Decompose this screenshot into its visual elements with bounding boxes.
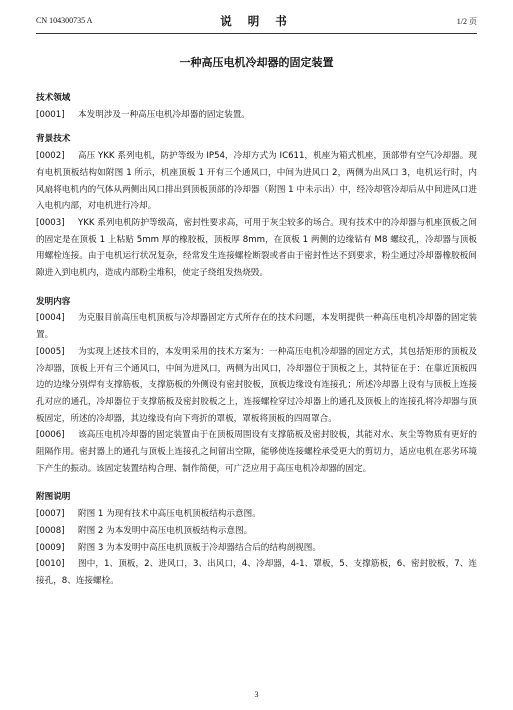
paragraph-0007 (36, 506, 477, 523)
paragraph-number: [0007] (36, 509, 65, 520)
paragraph-0009 (36, 540, 477, 557)
paragraph-text: 高压 YKK 系列电机，防护等级为 IP54，冷却方式为 IC611，机座为箱式机座，顶部带有空气冷却器。现有电机顶板结构如附图 1 所示，机座顶板 1 开有三个通风口，中间为进风口 2，两侧为出风口 3，电机运行时，内风扇将电机内的气体从两侧出风口排出到顶板顶部的冷却器（附图 1 中未示出）中，经冷却管冷却后从中间进风口进入电机内部，对电机进行冷却。 (36, 151, 477, 212)
section-heading-drawings: 附图说明 (36, 492, 71, 503)
paragraph-text: 附图 2 为本发明中高压电机顶板结构示意图。 (78, 525, 253, 536)
paragraph-text: YKK 系列电机防护等级高，密封性要求高，可用于灰尘较多的场合。现有技术中的冷却器与机座顶板之间的固定是在顶板 1 上粘贴 5mm 厚的橡胶板，顶板厚 8mm，在顶板 1 两侧的边缘钻有 M8 螺纹孔，冷却器与顶板用螺栓连接。由于电机运行状况复杂，经常发生连接螺栓断裂或者由于密封性达不到要求，粉尘通过冷却器橡胶板间隙进入到电机内，造成内部粉尘堆积，使定子绕组发热烧毁。 (36, 217, 477, 279)
paragraph-number: [0002] (36, 151, 65, 162)
paragraph-0005 (36, 344, 477, 428)
paragraph-number: [0003] (36, 217, 65, 228)
paragraph-text: 为克服目前高压电机顶板与冷却器固定方式所存在的技术问题，本发明提供一种高压电机冷却器的固定装置。 (36, 313, 477, 341)
paragraph-text: 附图 1 为现有技术中高压电机顶板结构示意图。 (78, 509, 261, 520)
paragraph-number: [0001] (36, 109, 65, 120)
paragraph-number: [0006] (36, 430, 65, 441)
paragraph-0008 (36, 523, 477, 540)
paragraph-text: 为实现上述技术目的，本发明采用的技术方案为：一种高压电机冷却器的固定方式，其包括矩形的顶板及冷却器，顶板上开有三个通风口，中间为进风口，两侧为出风口，冷却器位于顶板之上，其特征在于：在靠近顶板四边的边缘分别焊有支撑筋板，支撑筋板的外侧设有密封胶板，顶板边缘设有连接孔；所述冷却器上设有与顶板上连接孔对应的通孔，冷却器位于支撑筋板及密封胶板之上，连接螺栓穿过冷却器上的通孔及顶板上的连接孔将冷却器与顶板固定，所述的冷却器，其边缘设有向下弯折的罩板，罩板将顶板的四周罩合。 (36, 346, 477, 424)
paragraph-text: 图中，1、顶板，2、进风口，3、出风口，4、冷却器，4-1、罩板，5、支撑筋板，6、密封胶板，7、连接孔，8、连接螺栓。 (36, 559, 477, 586)
paragraph-number: [0005] (36, 346, 65, 357)
document-body (36, 90, 477, 590)
section-heading-summary: 发明内容 (36, 296, 71, 307)
document-title: 一种高压电机冷却器的固定装置 (179, 56, 334, 69)
paragraph-number: [0008] (36, 525, 65, 536)
section-heading-background: 背景技术 (36, 134, 71, 145)
paragraph-0003 (36, 215, 477, 282)
paragraph-text: 附图 3 为本发明中高压电机顶板于冷却器结合后的结构剖视图。 (78, 542, 321, 553)
paragraph-text: 本发明涉及一种高压电机冷却器的固定装置。 (78, 109, 250, 120)
paragraph-0006 (36, 427, 477, 477)
paragraph-number: [0004] (36, 313, 65, 324)
section-heading-tech-field: 技术领域 (36, 93, 71, 103)
document-number: CN 104300735 A (36, 16, 93, 25)
page-info: 1/2 页 (456, 17, 477, 26)
paragraph-number: [0010] (36, 559, 65, 570)
paragraph-number: [0009] (36, 542, 65, 553)
paragraph-text: 该高压电机冷却器的固定装置由于在顶板周围设有支撑筋板及密封胶板，其能对水、灰尘等物质有更好的阻隔作用。密封器上的通孔与顶板上连接孔之间留出空隙，能够使连接螺栓承受更大的剪切力，适应电机在恶劣环境下产生的振动。该固定装置结构合理、制作简便，可广泛应用于高压电机冷却器的固定。 (36, 430, 477, 474)
paragraph-0002 (36, 148, 477, 215)
paragraph-0010 (36, 556, 477, 589)
page-number: 3 (254, 690, 259, 699)
page-header (36, 10, 477, 32)
paragraph-0001 (36, 107, 477, 124)
paragraph-0004 (36, 310, 477, 343)
header-divider (36, 33, 477, 34)
document-type: 说 明 书 (220, 14, 293, 28)
